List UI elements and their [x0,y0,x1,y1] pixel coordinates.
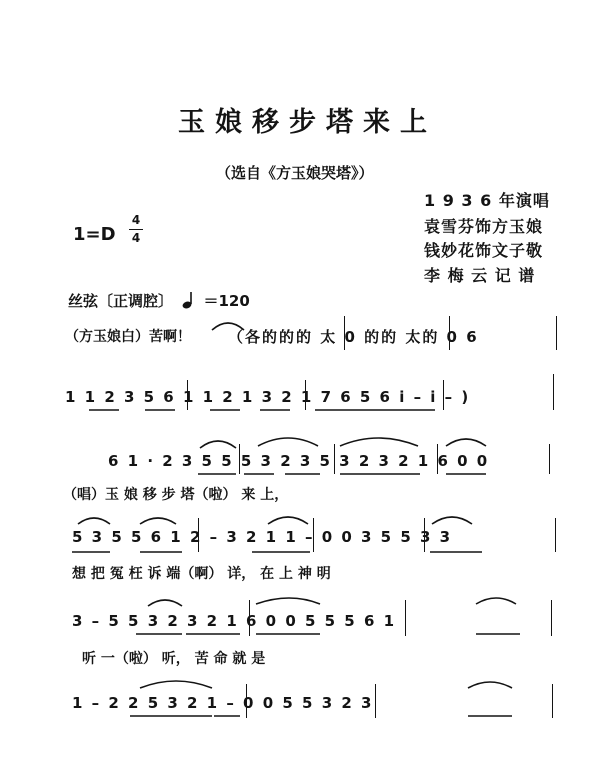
slur-mark [446,439,486,446]
slur-mark [476,598,516,604]
lyrics-row-5: 听 一（啦） 听， 苦 命 就 是 [82,651,266,667]
slur-mark [256,598,320,604]
slur-mark [78,518,110,524]
notation-row-5: 3 – 5 5 3 2 3 2 1 6 0 0 5 5 5 6 1 [72,612,397,630]
intro-speech: （方玉娘白）苦啊！ [65,329,191,345]
credit-line-year: 1 9 3 6 年演唱 [424,191,550,210]
credit-line-performer-1: 袁雪芬饰方玉娘 [424,217,544,236]
notation-row-4: 5 3 5 5 6 1 2 – 3 2 1 1 – 0 0 3 5 5 3 3 [72,528,453,546]
slur-mark [432,517,472,524]
credit-line-performer-2: 钱妙花饰文子敬 [424,241,544,260]
notation-row-1: （各的的的 太 0 的的 太的 0 6 [228,328,479,346]
slur-mark [212,323,244,330]
notation-row-6: 1 – 2 2 5 3 2 1 – 0 0 5 5 3 2 3 [72,694,374,712]
slur-mark [340,438,418,446]
slur-mark [468,682,512,688]
tempo-label: 丝弦〔正调腔〕 [68,292,174,310]
tempo-value: ＝120 [203,292,250,310]
slur-mark [268,517,308,524]
slur-mark [200,441,236,448]
slur-mark [140,681,212,688]
key-signature: 1=D [73,224,116,245]
subtitle: （选自《方玉娘哭塔》） [216,164,374,182]
meter-bottom: 4 [131,231,141,245]
slur-mark [258,438,318,446]
slur-mark [148,600,182,606]
lyrics-row-3: （唱）玉 娘 移 步 塔（啦） 来 上， [63,487,289,503]
lyrics-row-4: 想 把 冤 枉 诉 端（啊） 详， 在 上 神 明 [72,566,331,582]
notation-row-2: 1 1 2 3 5 6 1 1 2 1 3 2 1 7 6 5 6 i – i – ) [65,388,471,406]
notation-row-3: 6 1 · 2 3 5 5 5 3 2 3 5 3 2 3 2 1 6 0 0 [108,452,490,470]
meter-top: 4 [131,213,141,227]
slur-mark [140,518,176,524]
page-title: 玉娘移步塔来上 [178,107,437,138]
credit-line-transcriber: 李 梅 云 记 谱 [424,266,536,285]
